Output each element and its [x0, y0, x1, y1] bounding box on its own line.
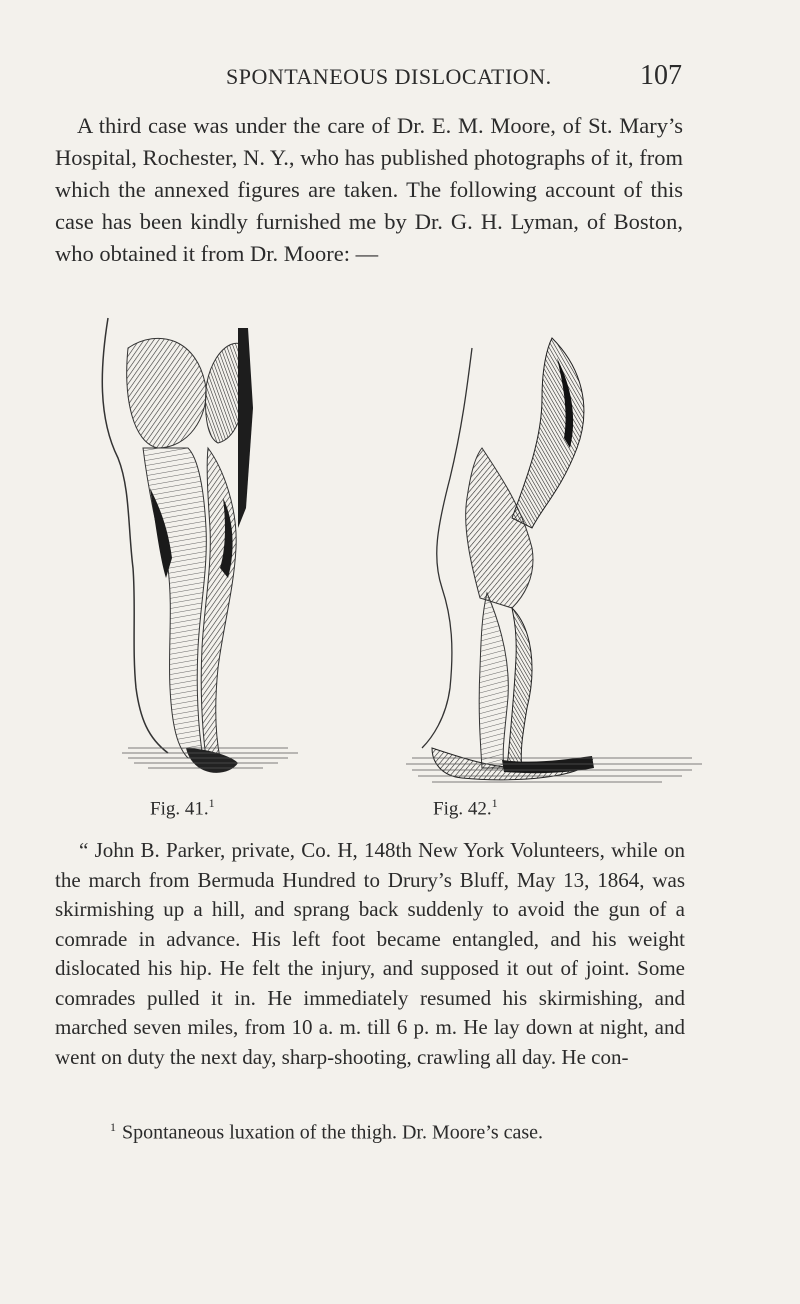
footnote-marker: 1	[110, 1120, 116, 1134]
figure-41-caption	[150, 796, 215, 820]
footnote-text: Spontaneous luxation of the thigh. Dr. Moore’s case.	[122, 1121, 544, 1144]
figure-42-note-marker: 1	[491, 796, 498, 810]
figure-42-caption	[433, 796, 498, 820]
running-head	[0, 60, 800, 94]
figure-42-label: Fig. 42.	[433, 798, 492, 820]
figure-41-note-marker: 1	[208, 796, 215, 810]
footnote	[110, 1120, 543, 1145]
figure-41-illustration	[88, 308, 338, 788]
figures-area	[0, 308, 800, 828]
page-number: 107	[640, 60, 682, 91]
figure-41-label: Fig. 41.	[150, 798, 209, 820]
case-narrative-paragraph: “ John B. Parker, private, Co. H, 148th New York Volunteers, while on the march from Bermuda Hundred to Drury’s Bluff, May 13, 1864, was skirmishing up a hill, and sprang back suddenly to avoid the gun of a comrade in advance. His left foot became entangled, and his weight dislocated his hip. He felt the injury, and supposed it out of joint. Some comrades pulled it in. He immediately resumed his skirmishing, and marched seven miles, from 10 a. m. till 6 p. m. He lay down at night, and went on duty the next day, sharp-shooting, crawling all day. He con-	[55, 838, 685, 1069]
running-title: SPONTANEOUS DISLOCATION.	[226, 64, 552, 89]
intro-paragraph: A third case was under the care of Dr. E. M. Moore, of St. Mary’s Hospital, Rochester, N. Y., who has published photographs of it, from which the annexed figures are taken. The following account of this case has been kindly furnished me by Dr. G. H. Lyman, of Boston, who obtained it from Dr. Moore: —	[55, 113, 683, 266]
figure-42-illustration	[392, 328, 722, 788]
